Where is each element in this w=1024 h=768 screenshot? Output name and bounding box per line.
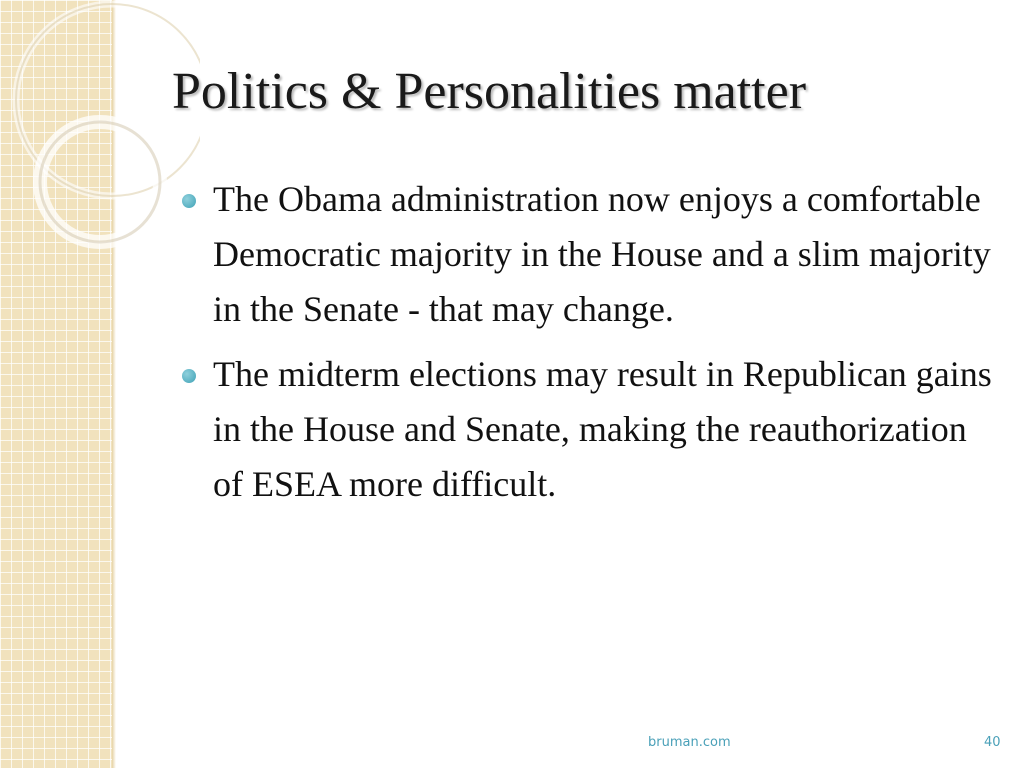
bullet-dot-icon xyxy=(182,194,196,208)
page-number: 40 xyxy=(984,735,1001,750)
bullet-text: The Obama administration now enjoys a comfortable Democratic majority in the House and a slim majority in the Senate - that may change. xyxy=(213,179,991,329)
bullet-text: The midterm elections may result in Republican gains in the House and Senate, making the reauthorization of ESEA more difficult. xyxy=(213,354,992,504)
footer-site: bruman.com xyxy=(648,735,731,750)
bullet-item xyxy=(182,172,992,337)
bullet-list xyxy=(182,172,992,522)
bullet-dot-icon xyxy=(182,369,196,383)
decorative-rings xyxy=(0,0,200,260)
bullet-item xyxy=(182,347,992,512)
slide-title: Politics & Personalities matter xyxy=(172,63,807,120)
